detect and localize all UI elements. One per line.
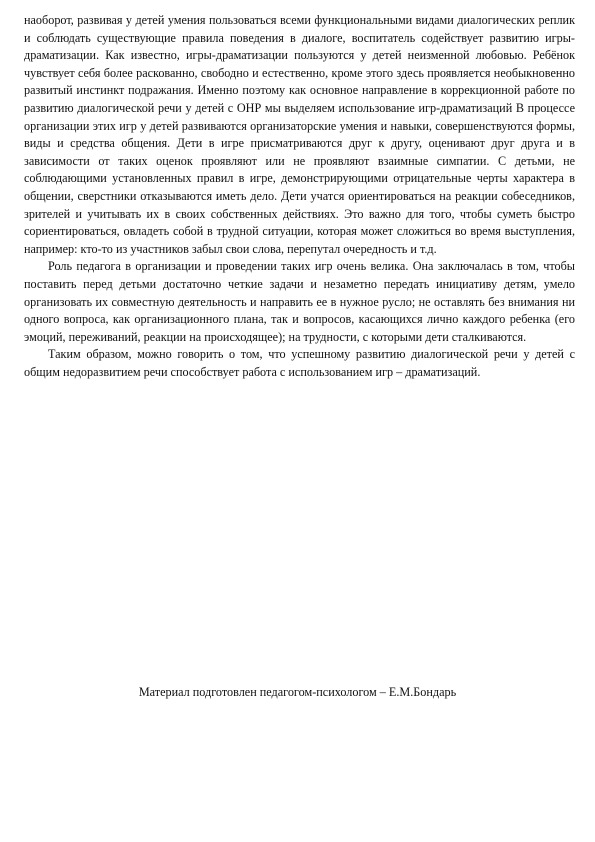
document-body	[24, 12, 575, 381]
paragraph-teacher-role: Роль педагога в организации и проведении таких игр очень велика. Она заключалась в том, чтобы поставить перед детьми достаточно четкие задачи и незаметно передать инициативу детям, умело организовать их совместную деятельность и направить ее в нужное русло; не оставлять без внимания ни одного вопроса, как организационного плана, так и вопросов, касающихся лично каждого ребенка (его эмоций, переживаний, реакции на происходящее); на трудности, с которыми дети сталкиваются.	[24, 259, 575, 344]
paragraph-continuation: наоборот, развивая у детей умения пользоваться всеми функциональными видами диалогических реплик и соблюдать существующие правила поведения в диалоге, воспитатель содействует развитию игры-драматизации. Как известно, игры-драматизации пользуются у детей неизменной любовью. Ребёнок чувствует себя более раскованно, свободно и естественно, кроме этого здесь проявляется необыкновенно развитый инстинкт подражания. Именно поэтому как основное направление в коррекционной работе по развитию диалогической речи у детей с ОНР мы выделяем использование игр-драматизаций В процессе организации этих игр у детей развиваются организаторские умения и навыки, совершенствуются формы, виды и средства общения. Дети в игре присматриваются друг к другу, оценивают друг друга и в зависимости от таких оценок проявляют или не проявляют взаимные симпатии. С детьми, не соблюдающими установленных правил в игре, демонстрирующими отрицательные черты характера в общении, сверстники отказываются иметь дело. Дети учатся ориентироваться на реакции собеседников, зрителей и учитывать их в своих собственных действиях. Это важно для того, чтобы суметь быстро сориентироваться, овладеть собой в трудной ситуации, которая может сложиться во время выступления, например: кто-то из участников забыл свои слова, перепутал очередность и т.д.	[24, 13, 575, 256]
paragraph-conclusion: Таким образом, можно говорить о том, что успешному развитию диалогической речи у детей с общим недоразвитием речи способствует работа с использованием игр – драматизаций.	[24, 347, 575, 379]
author-signature: Материал подготовлен педагогом-психологом – Е.М.Бондарь	[138, 685, 457, 699]
